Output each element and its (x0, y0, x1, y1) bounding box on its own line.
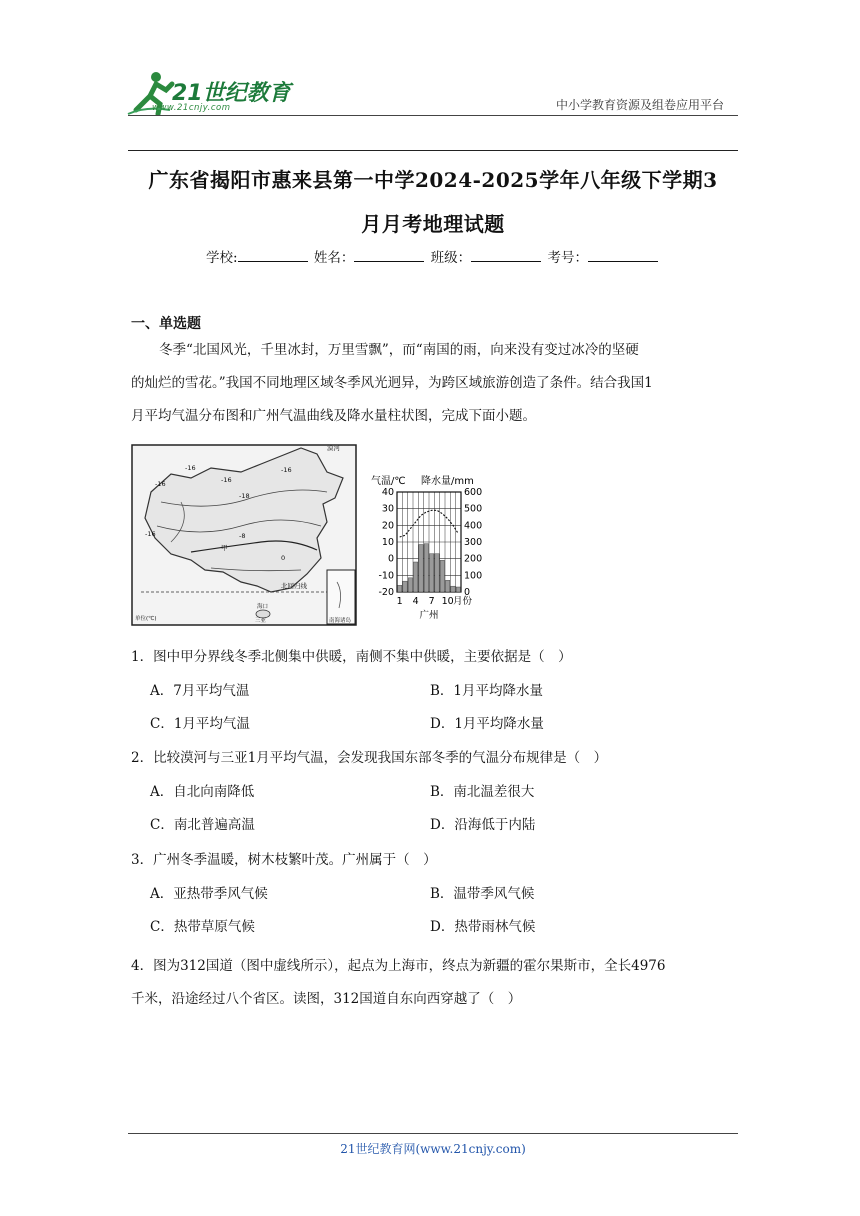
student-info-line (128, 246, 738, 266)
page-title-line2: 月月考地理试题 (361, 212, 505, 236)
class-blank[interactable] (471, 249, 541, 262)
y-left-tick: 10 (381, 537, 394, 548)
y-left-tick: 40 (381, 487, 394, 498)
y-right-tick: 400 (464, 520, 483, 532)
site-logo (126, 70, 296, 118)
question-1-stem: 1．图中甲分界线冬季北侧集中供暖，南侧不集中供暖，主要依据是（ ） (131, 649, 572, 665)
map-label: -16 (145, 530, 156, 538)
hainan-island (256, 610, 270, 618)
map-label: -18 (239, 492, 250, 500)
precipitation-bar (430, 554, 434, 592)
logo-url: www.21cnjy.com (152, 103, 231, 113)
question-3-option[interactable]: C．热带草原气候 (150, 919, 255, 935)
map-label: -16 (221, 476, 232, 484)
question-3-option[interactable]: B．温带季风气候 (430, 886, 535, 902)
guangzhou-climate-chart (371, 474, 482, 621)
x-axis-label: 月份 (453, 596, 473, 607)
exam-no-label: 考号： (547, 250, 588, 266)
precipitation-bar (456, 587, 460, 592)
question-2-option[interactable]: A．自北向南降低 (150, 784, 255, 800)
precipitation-bar (419, 545, 423, 593)
map-label: 南海诸岛 (329, 618, 352, 624)
y-right-tick: 0 (464, 587, 471, 598)
question-2-option[interactable]: D．沿海低于内陆 (430, 817, 536, 833)
question-1-option[interactable]: D．1月平均降水量 (430, 716, 544, 732)
y-right-tick: 300 (464, 537, 483, 548)
y-right-tick: 200 (464, 553, 483, 565)
question-1-option[interactable]: B．1月平均降水量 (430, 683, 544, 699)
question-3-option[interactable]: D．热带雨林气候 (430, 919, 536, 935)
map-label: 北回归线 (281, 582, 307, 590)
exam-no-blank[interactable] (588, 249, 658, 262)
x-tick: 1 (396, 596, 403, 607)
location-label: 广州 (419, 610, 439, 621)
y-left-tick: 20 (381, 520, 394, 532)
name-blank[interactable] (354, 249, 424, 262)
passage-line2: 的灿烂的雪花。”我国不同地理区域冬季风光迥异，为跨区域旅游创造了条件。结合我国1 (131, 375, 653, 391)
name-label: 姓名： (313, 250, 355, 266)
figure-map-and-climate-chart (131, 442, 487, 628)
question-2-option[interactable]: C．南北普遍高温 (150, 817, 255, 833)
map-label: 三亚 (255, 618, 267, 624)
map-label: -8 (239, 532, 246, 540)
y-left-tick: -20 (378, 587, 394, 598)
x-tick: 10 (441, 596, 454, 607)
question-2-stem: 2．比较漠河与三亚1月平均气温，会发现我国东部冬季的气温分布规律是（ ） (131, 750, 608, 766)
section-heading: 一、单选题 (131, 316, 201, 332)
map-label: 甲 (221, 544, 228, 552)
temperature-axis-label: 气温/℃ (371, 476, 406, 487)
passage-line3: 月平均气温分布图和广州气温曲线及降水量柱状图，完成下面小题。 (131, 408, 536, 424)
x-tick: 4 (412, 596, 419, 607)
map-label: -16 (281, 466, 292, 474)
passage-line1: 冬季“北国风光，千里冰封，万里雪飘”，而“南国的雨，向来没有变过冰冷的坚硬 (159, 342, 639, 358)
precipitation-bar (451, 586, 455, 592)
y-left-tick: 0 (387, 553, 394, 565)
precipitation-bar (403, 581, 407, 592)
footer-divider (128, 1133, 738, 1134)
y-right-tick: 100 (464, 570, 483, 582)
map-label: -16 (155, 480, 166, 488)
header-divider (128, 115, 738, 116)
school-label: 学校: (206, 250, 238, 266)
question-1-option[interactable]: C．1月平均气温 (150, 716, 250, 732)
question-2-option[interactable]: B．南北温差很大 (430, 784, 535, 800)
map-label: 0 (281, 554, 286, 562)
y-right-tick: 600 (464, 487, 483, 498)
y-left-tick: -10 (378, 570, 394, 582)
question-4-line1: 4．图为312国道（图中虚线所示），起点为上海市，终点为新疆的霍尔果斯市，全长4976 (131, 958, 666, 974)
map-label: 海口 (257, 604, 269, 610)
footer-text: 21世纪教育网(www.21cnjy.com) (340, 1142, 526, 1156)
map-label: 漠河 (327, 444, 340, 452)
map-label: -16 (185, 464, 196, 472)
precipitation-bar (414, 562, 418, 592)
question-3-stem: 3．广州冬季温暖，树木枝繁叶茂。广州属于（ ） (131, 852, 437, 868)
question-1-option[interactable]: A．7月平均气温 (150, 683, 250, 699)
y-left-tick: 30 (381, 503, 394, 515)
precipitation-bar (398, 585, 402, 592)
y-right-tick: 500 (464, 503, 483, 515)
precipitation-bar (424, 544, 428, 592)
page-title-line1: 广东省揭阳市惠来县第一中学2024-2025学年八年级下学期3 (148, 168, 718, 192)
title-divider (128, 150, 738, 151)
platform-tagline: 中小学教育资源及组卷应用平台 (555, 98, 724, 112)
x-tick: 7 (428, 596, 435, 607)
question-4-line2: 千米，沿途经过八个省区。读图，312国道自东向西穿越了（ ） (131, 991, 522, 1007)
figure-svg (131, 442, 487, 628)
school-blank[interactable] (238, 249, 308, 262)
precipitation-bar (435, 554, 439, 592)
class-label: 班级： (430, 250, 472, 266)
precipitation-bar (440, 560, 444, 592)
logo-text: 21世纪教育 (172, 81, 291, 106)
precipitation-bar (446, 580, 450, 592)
map-label: 单位(℃) (135, 616, 157, 622)
question-3-option[interactable]: A．亚热带季风气候 (150, 886, 268, 902)
precipitation-bar (408, 578, 412, 592)
south-china-sea-inset (327, 570, 355, 624)
precipitation-axis-label: 降水量/mm (421, 476, 474, 487)
